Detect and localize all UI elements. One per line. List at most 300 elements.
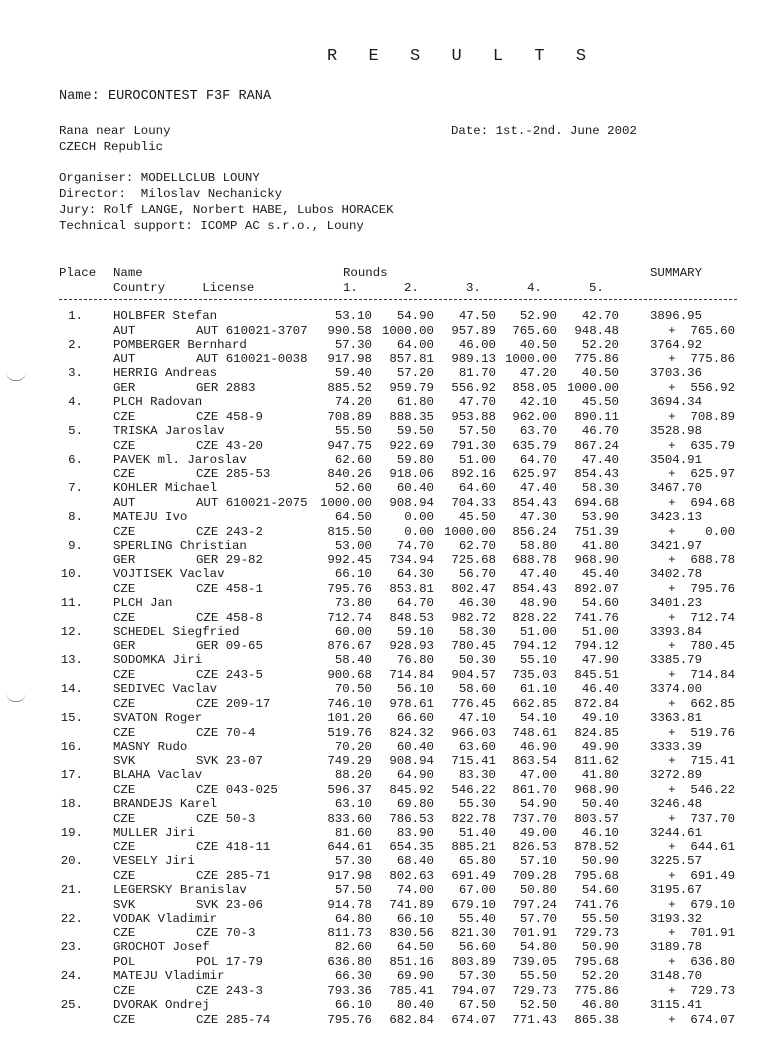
round-time-5: 52.20 (581, 969, 619, 983)
country-cell: CZE (113, 668, 136, 682)
round-time-4: 42.10 (519, 395, 557, 409)
organiser: Organiser: MODELLCLUB LOUNY (59, 171, 260, 185)
round-time-4: 49.00 (519, 826, 557, 840)
round-time-3: 63.60 (458, 740, 496, 754)
round-time-3: 83.30 (458, 768, 496, 782)
round-time-2: 0.00 (404, 510, 434, 524)
place-cell: 19. (60, 826, 83, 840)
round-time-1: 53.00 (334, 539, 372, 553)
license-cell: CZE 209-17 (196, 697, 271, 711)
round-time-3: 45.50 (458, 510, 496, 524)
summary-total: 3467.70 (650, 481, 703, 495)
dropped-score: + 765.60 (668, 324, 735, 338)
country-cell: CZE (113, 439, 136, 453)
competitor-name: SCHEDEL Siegfried (113, 625, 240, 639)
round-points-3: 715.41 (451, 754, 496, 768)
round-points-4: 797.24 (512, 898, 557, 912)
license-cell: GER 29-82 (196, 553, 263, 567)
license-cell: AUT 610021-2075 (196, 496, 308, 510)
place-cell: 12. (60, 625, 83, 639)
round-time-5: 49.90 (581, 740, 619, 754)
round-points-4: 771.43 (512, 1013, 557, 1027)
technical-support: Technical support: ICOMP AC s.r.o., Louny (59, 219, 364, 233)
round-time-1: 70.20 (334, 740, 372, 754)
round-points-3: 1000.00 (443, 525, 496, 539)
round-time-3: 65.80 (458, 854, 496, 868)
round-points-3: 674.07 (451, 1013, 496, 1027)
header-name: Name (113, 266, 143, 280)
summary-total: 3401.23 (650, 596, 703, 610)
round-points-5: 824.85 (574, 726, 619, 740)
round-points-5: 872.84 (574, 697, 619, 711)
competitor-name: MATEJU Vladimir (113, 969, 225, 983)
place-cell: 6. (68, 453, 83, 467)
round-points-2: 824.32 (389, 726, 434, 740)
round-points-2: 785.41 (389, 984, 434, 998)
round-time-1: 101.20 (327, 711, 372, 725)
round-time-5: 46.10 (581, 826, 619, 840)
round-points-5: 741.76 (574, 898, 619, 912)
round-time-2: 83.90 (396, 826, 434, 840)
dropped-score: + 775.86 (668, 352, 735, 366)
round-points-1: 795.76 (327, 1013, 372, 1027)
place-cell: 4. (68, 395, 83, 409)
round-points-4: 701.91 (512, 926, 557, 940)
place-cell: 8. (68, 510, 83, 524)
page-title: R E S U L T S (327, 47, 597, 66)
round-points-4: 854.43 (512, 582, 557, 596)
summary-total: 3504.91 (650, 453, 703, 467)
header-round-5: 5. (589, 281, 604, 295)
round-points-3: 780.45 (451, 639, 496, 653)
contest-name: Name: EUROCONTEST F3F RANA (59, 89, 272, 104)
round-points-2: 0.00 (404, 525, 434, 539)
country-cell: POL (113, 955, 136, 969)
round-time-2: 59.50 (396, 424, 434, 438)
round-time-1: 55.50 (334, 424, 372, 438)
round-points-3: 556.92 (451, 381, 496, 395)
date: Date: 1st.-2nd. June 2002 (451, 124, 637, 138)
round-time-5: 54.60 (581, 596, 619, 610)
country-cell: CZE (113, 926, 136, 940)
round-points-2: 908.94 (389, 496, 434, 510)
license-cell: GER 2883 (196, 381, 256, 395)
round-time-1: 57.30 (334, 854, 372, 868)
place-cell: 14. (60, 682, 83, 696)
round-points-5: 795.68 (574, 955, 619, 969)
round-time-4: 54.10 (519, 711, 557, 725)
header-round-1: 1. (343, 281, 358, 295)
round-points-2: 959.79 (389, 381, 434, 395)
round-points-3: 802.47 (451, 582, 496, 596)
dropped-score: + 712.74 (668, 611, 735, 625)
round-time-2: 59.10 (396, 625, 434, 639)
summary-total: 3694.34 (650, 395, 703, 409)
round-points-2: 848.53 (389, 611, 434, 625)
round-time-4: 64.70 (519, 453, 557, 467)
round-points-1: 644.61 (327, 840, 372, 854)
round-time-5: 46.80 (581, 998, 619, 1012)
country-cell: GER (113, 553, 136, 567)
round-time-2: 74.00 (396, 883, 434, 897)
place-cell: 18. (60, 797, 83, 811)
header-round-3: 3. (466, 281, 481, 295)
round-time-1: 53.10 (334, 309, 372, 323)
round-time-2: 59.80 (396, 453, 434, 467)
round-points-1: 885.52 (327, 381, 372, 395)
round-points-4: 962.00 (512, 410, 557, 424)
round-points-2: 734.94 (389, 553, 434, 567)
competitor-name: MASNY Rudo (113, 740, 188, 754)
header-place: Place (59, 266, 97, 280)
country-cell: CZE (113, 582, 136, 596)
place-cell: 5. (68, 424, 83, 438)
round-time-2: 69.90 (396, 969, 434, 983)
dropped-score: + 688.78 (668, 553, 735, 567)
license-cell: CZE 458-1 (196, 582, 263, 596)
round-time-4: 57.10 (519, 854, 557, 868)
round-points-3: 794.07 (451, 984, 496, 998)
round-points-4: 765.60 (512, 324, 557, 338)
dropped-score: + 701.91 (668, 926, 735, 940)
round-points-2: 786.53 (389, 812, 434, 826)
round-time-5: 58.30 (581, 481, 619, 495)
round-points-3: 822.78 (451, 812, 496, 826)
round-points-1: 815.50 (327, 525, 372, 539)
round-points-4: 856.24 (512, 525, 557, 539)
round-points-2: 922.69 (389, 439, 434, 453)
round-points-3: 776.45 (451, 697, 496, 711)
round-time-1: 60.00 (334, 625, 372, 639)
competitor-name: PLCH Radovan (113, 395, 203, 409)
round-time-1: 74.20 (334, 395, 372, 409)
place-cell: 24. (60, 969, 83, 983)
round-time-2: 69.80 (396, 797, 434, 811)
country: CZECH Republic (59, 140, 164, 154)
license-cell: CZE 458-9 (196, 410, 263, 424)
license-cell: GER 09-65 (196, 639, 263, 653)
header-round-2: 2. (404, 281, 419, 295)
country-cell: CZE (113, 525, 136, 539)
round-time-5: 41.80 (581, 539, 619, 553)
round-time-5: 46.40 (581, 682, 619, 696)
round-time-5: 50.40 (581, 797, 619, 811)
round-points-4: 828.22 (512, 611, 557, 625)
round-points-2: 888.35 (389, 410, 434, 424)
round-time-2: 60.40 (396, 740, 434, 754)
round-time-3: 51.40 (458, 826, 496, 840)
country-cell: CZE (113, 726, 136, 740)
round-points-1: 992.45 (327, 553, 372, 567)
round-points-5: 878.52 (574, 840, 619, 854)
license-cell: CZE 285-53 (196, 467, 271, 481)
place-cell: 21. (60, 883, 83, 897)
license-cell: POL 17-79 (196, 955, 263, 969)
dropped-score: + 708.89 (668, 410, 735, 424)
country-cell: AUT (113, 352, 136, 366)
round-points-4: 858.05 (512, 381, 557, 395)
summary-total: 3195.67 (650, 883, 703, 897)
round-time-5: 49.10 (581, 711, 619, 725)
round-time-5: 52.20 (581, 338, 619, 352)
round-points-4: 635.79 (512, 439, 557, 453)
round-time-4: 52.50 (519, 998, 557, 1012)
round-time-1: 63.10 (334, 797, 372, 811)
license-cell: CZE 418-11 (196, 840, 271, 854)
round-time-4: 47.40 (519, 567, 557, 581)
round-time-2: 61.80 (396, 395, 434, 409)
round-points-3: 821.30 (451, 926, 496, 940)
dropped-score: + 662.85 (668, 697, 735, 711)
round-points-1: 746.10 (327, 697, 372, 711)
round-points-2: 857.81 (389, 352, 434, 366)
country-cell: CZE (113, 783, 136, 797)
round-time-5: 51.00 (581, 625, 619, 639)
round-time-5: 40.50 (581, 366, 619, 380)
summary-total: 3896.95 (650, 309, 703, 323)
round-time-4: 55.50 (519, 969, 557, 983)
competitor-name: POMBERGER Bernhard (113, 338, 247, 352)
competitor-name: SODOMKA Jiri (113, 653, 203, 667)
summary-total: 3244.61 (650, 826, 703, 840)
round-points-2: 714.84 (389, 668, 434, 682)
round-time-4: 50.80 (519, 883, 557, 897)
license-cell: CZE 50-3 (196, 812, 256, 826)
place-cell: 25. (60, 998, 83, 1012)
round-points-5: 811.62 (574, 754, 619, 768)
header-summary: SUMMARY (650, 266, 703, 280)
round-time-2: 76.80 (396, 653, 434, 667)
round-time-5: 53.90 (581, 510, 619, 524)
round-time-1: 81.60 (334, 826, 372, 840)
round-time-1: 64.50 (334, 510, 372, 524)
round-time-1: 57.30 (334, 338, 372, 352)
round-time-4: 47.20 (519, 366, 557, 380)
round-time-3: 58.60 (458, 682, 496, 696)
summary-total: 3225.57 (650, 854, 703, 868)
round-points-4: 735.03 (512, 668, 557, 682)
round-time-5: 50.90 (581, 940, 619, 954)
round-points-3: 679.10 (451, 898, 496, 912)
round-time-2: 64.00 (396, 338, 434, 352)
round-time-5: 46.70 (581, 424, 619, 438)
license-cell: AUT 610021-3707 (196, 324, 308, 338)
round-points-2: 682.84 (389, 1013, 434, 1027)
round-time-5: 47.40 (581, 453, 619, 467)
license-cell: SVK 23-07 (196, 754, 263, 768)
country-cell: CZE (113, 869, 136, 883)
round-points-5: 741.76 (574, 611, 619, 625)
round-points-3: 966.03 (451, 726, 496, 740)
round-points-1: 900.68 (327, 668, 372, 682)
round-time-1: 58.40 (334, 653, 372, 667)
country-cell: CZE (113, 1013, 136, 1027)
round-time-5: 41.80 (581, 768, 619, 782)
round-time-2: 64.70 (396, 596, 434, 610)
place-cell: 2. (68, 338, 83, 352)
round-time-3: 55.40 (458, 912, 496, 926)
round-points-3: 725.68 (451, 553, 496, 567)
round-points-5: 694.68 (574, 496, 619, 510)
header-round-4: 4. (527, 281, 542, 295)
country-cell: AUT (113, 324, 136, 338)
round-time-3: 51.00 (458, 453, 496, 467)
round-time-1: 64.80 (334, 912, 372, 926)
summary-total: 3272.89 (650, 768, 703, 782)
round-points-1: 990.58 (327, 324, 372, 338)
place-cell: 17. (60, 768, 83, 782)
round-time-2: 60.40 (396, 481, 434, 495)
scan-mark (6, 372, 26, 381)
country-cell: CZE (113, 467, 136, 481)
round-points-5: 751.39 (574, 525, 619, 539)
round-time-1: 66.10 (334, 567, 372, 581)
header-rounds: Rounds (343, 266, 388, 280)
dropped-score: + 625.97 (668, 467, 735, 481)
country-cell: AUT (113, 496, 136, 510)
dropped-score: + 729.73 (668, 984, 735, 998)
country-cell: GER (113, 381, 136, 395)
round-points-1: 833.60 (327, 812, 372, 826)
country-cell: SVK (113, 898, 136, 912)
round-time-4: 46.90 (519, 740, 557, 754)
competitor-name: VESELY Jiri (113, 854, 195, 868)
round-points-1: 795.76 (327, 582, 372, 596)
round-points-1: 793.36 (327, 984, 372, 998)
round-time-1: 59.40 (334, 366, 372, 380)
round-points-4: 861.70 (512, 783, 557, 797)
round-points-5: 775.86 (574, 352, 619, 366)
summary-total: 3764.92 (650, 338, 703, 352)
place-cell: 16. (60, 740, 83, 754)
competitor-name: VODAK Vladimir (113, 912, 218, 926)
round-points-3: 791.30 (451, 439, 496, 453)
license-cell: CZE 243-5 (196, 668, 263, 682)
round-time-4: 58.80 (519, 539, 557, 553)
round-time-1: 57.50 (334, 883, 372, 897)
round-time-4: 51.00 (519, 625, 557, 639)
summary-total: 3421.97 (650, 539, 703, 553)
place-cell: 13. (60, 653, 83, 667)
round-points-2: 654.35 (389, 840, 434, 854)
round-points-3: 957.89 (451, 324, 496, 338)
dropped-score: + 795.76 (668, 582, 735, 596)
round-time-4: 57.70 (519, 912, 557, 926)
round-time-1: 73.80 (334, 596, 372, 610)
round-time-2: 56.10 (396, 682, 434, 696)
summary-total: 3189.78 (650, 940, 703, 954)
dropped-score: + 780.45 (668, 639, 735, 653)
round-time-2: 74.70 (396, 539, 434, 553)
director: Director: Miloslav Nechanicky (59, 187, 283, 201)
round-time-3: 56.70 (458, 567, 496, 581)
place-cell: 23. (60, 940, 83, 954)
round-time-4: 54.90 (519, 797, 557, 811)
license-cell: AUT 610021-0038 (196, 352, 308, 366)
round-points-3: 803.89 (451, 955, 496, 969)
round-points-3: 885.21 (451, 840, 496, 854)
place-cell: 3. (68, 366, 83, 380)
round-points-5: 795.68 (574, 869, 619, 883)
round-points-2: 851.16 (389, 955, 434, 969)
round-time-3: 47.10 (458, 711, 496, 725)
summary-total: 3363.81 (650, 711, 703, 725)
round-points-5: 948.48 (574, 324, 619, 338)
round-time-2: 54.90 (396, 309, 434, 323)
round-time-5: 50.90 (581, 854, 619, 868)
dropped-score: + 519.76 (668, 726, 735, 740)
round-time-2: 64.30 (396, 567, 434, 581)
competitor-name: GROCHOT Josef (113, 940, 210, 954)
round-time-2: 64.50 (396, 940, 434, 954)
round-time-5: 55.50 (581, 912, 619, 926)
round-points-1: 712.74 (327, 611, 372, 625)
country-cell: GER (113, 639, 136, 653)
round-time-5: 45.50 (581, 395, 619, 409)
round-points-5: 803.57 (574, 812, 619, 826)
round-points-3: 953.88 (451, 410, 496, 424)
round-points-4: 625.97 (512, 467, 557, 481)
round-points-4: 729.73 (512, 984, 557, 998)
round-points-1: 876.67 (327, 639, 372, 653)
place-cell: 9. (68, 539, 83, 553)
jury: Jury: Rolf LANGE, Norbert HABE, Lubos HORACEK (59, 203, 394, 217)
country-cell: CZE (113, 697, 136, 711)
license-cell: CZE 70-3 (196, 926, 256, 940)
round-points-3: 546.22 (451, 783, 496, 797)
round-points-1: 947.75 (327, 439, 372, 453)
dropped-score: + 714.84 (668, 668, 735, 682)
country-cell: CZE (113, 812, 136, 826)
round-points-1: 811.73 (327, 926, 372, 940)
round-time-4: 52.90 (519, 309, 557, 323)
dropped-score: + 0.00 (668, 525, 735, 539)
round-time-4: 63.70 (519, 424, 557, 438)
summary-total: 3385.79 (650, 653, 703, 667)
round-time-3: 46.00 (458, 338, 496, 352)
round-points-5: 867.24 (574, 439, 619, 453)
round-time-3: 67.50 (458, 998, 496, 1012)
round-points-5: 729.73 (574, 926, 619, 940)
dropped-score: + 546.22 (668, 783, 735, 797)
license-cell: CZE 70-4 (196, 726, 256, 740)
round-points-1: 708.89 (327, 410, 372, 424)
round-points-1: 519.76 (327, 726, 372, 740)
round-points-2: 845.92 (389, 783, 434, 797)
round-time-3: 81.70 (458, 366, 496, 380)
summary-total: 3333.39 (650, 740, 703, 754)
round-points-5: 1000.00 (566, 381, 619, 395)
round-points-2: 908.94 (389, 754, 434, 768)
round-points-2: 830.56 (389, 926, 434, 940)
dropped-score: + 635.79 (668, 439, 735, 453)
license-cell: SVK 23-06 (196, 898, 263, 912)
round-points-1: 596.37 (327, 783, 372, 797)
round-points-4: 737.70 (512, 812, 557, 826)
competitor-name: LEGERSKY Branislav (113, 883, 247, 897)
country-cell: CZE (113, 984, 136, 998)
round-time-2: 64.90 (396, 768, 434, 782)
place-cell: 22. (60, 912, 83, 926)
place-cell: 15. (60, 711, 83, 725)
dropped-score: + 737.70 (668, 812, 735, 826)
competitor-name: SPERLING Christian (113, 539, 247, 553)
round-time-4: 61.10 (519, 682, 557, 696)
dropped-score: + 644.61 (668, 840, 735, 854)
round-points-4: 709.28 (512, 869, 557, 883)
round-time-1: 66.10 (334, 998, 372, 1012)
round-time-4: 54.80 (519, 940, 557, 954)
